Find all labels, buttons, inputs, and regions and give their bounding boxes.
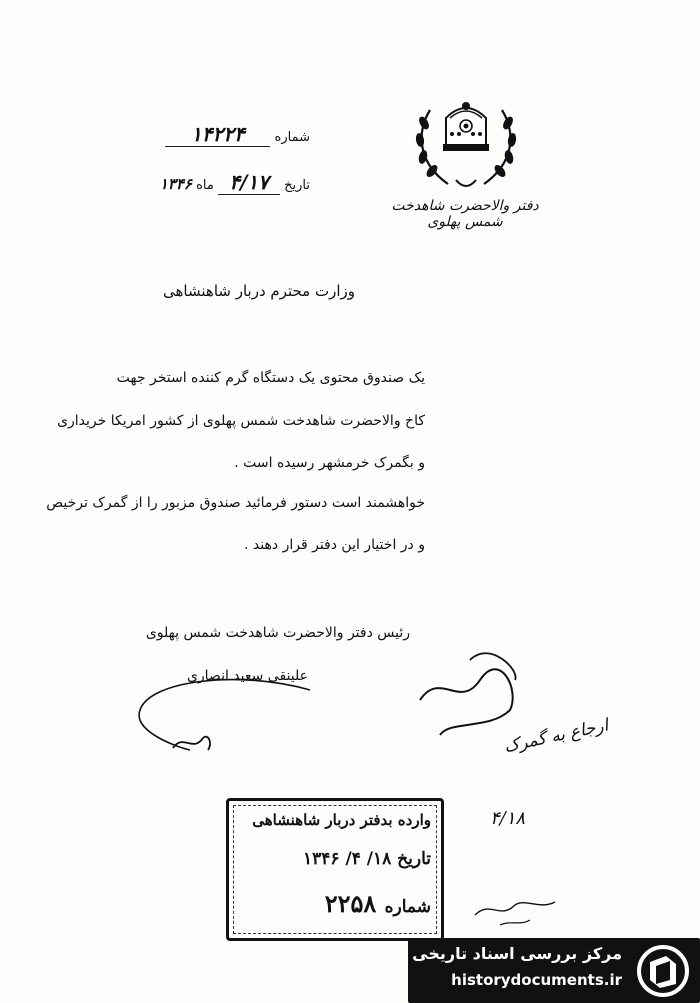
- month-label: ماه: [196, 178, 214, 193]
- watermark-url: historydocuments.ir: [451, 971, 622, 989]
- receipt-stamp: [226, 798, 444, 941]
- stamp-number-value: ۲۲۵۸: [324, 889, 377, 918]
- recipient-line: وزارت محترم دربار شاهنشاهی: [163, 282, 355, 300]
- small-handwritten-scribble-icon: [470, 890, 560, 930]
- stamp-number-row: [325, 889, 431, 918]
- year-value: ۱۳۴۶: [159, 175, 192, 193]
- date-label: تاریخ: [284, 178, 310, 193]
- body-line: و در اختیار این دفتر قرار دهند .: [244, 537, 425, 553]
- body-line: کاخ والاحضرت شاهدخت شمس پهلوی از کشور امریکا خریداری: [57, 413, 425, 429]
- date-value: ۴/۱۷: [218, 170, 280, 195]
- number-field: [150, 122, 310, 147]
- date-field: [122, 170, 310, 195]
- number-value: ۱۴۲۲۴: [165, 122, 270, 147]
- archive-logo-icon: [636, 944, 690, 998]
- stamp-date-label: تاریخ: [397, 849, 431, 869]
- office-caption: دفتر والاحضرت شاهدخت شمس پهلوی: [391, 198, 539, 230]
- stamp-date-row: [303, 849, 431, 869]
- watermark-title: مرکز بررسی اسناد تاریخی: [412, 944, 622, 963]
- handwritten-date: ۴/۱۸: [490, 808, 526, 829]
- royal-crown-emblem-icon: [410, 88, 522, 198]
- handwritten-note: ارجاع به گمرک: [502, 715, 611, 758]
- stamp-date-value: ۱۸/ ۴/ ۱۳۴۶: [303, 849, 392, 869]
- body-line: یک صندوق محتوی یک دستگاه گرم کننده استخر جهت: [116, 370, 425, 386]
- number-label: شماره: [274, 130, 310, 145]
- signature-name: علینقی سعید انصاری: [186, 668, 308, 684]
- body-line: خواهشمند است دستور فرمائید صندوق مزبور را از گمرک ترخیص: [46, 495, 425, 511]
- archive-watermark: [408, 938, 700, 1003]
- body-line: و بگمرک خرمشهر رسیده است .: [234, 455, 425, 471]
- initials-mark-icon: [168, 728, 218, 758]
- stamp-number-label: شماره: [384, 897, 431, 917]
- signature-title: رئیس دفتر والاحضرت شاهدخت شمس پهلوی: [145, 625, 410, 641]
- stamp-title: وارده بدفتر دربار شاهنشاهی: [252, 811, 431, 829]
